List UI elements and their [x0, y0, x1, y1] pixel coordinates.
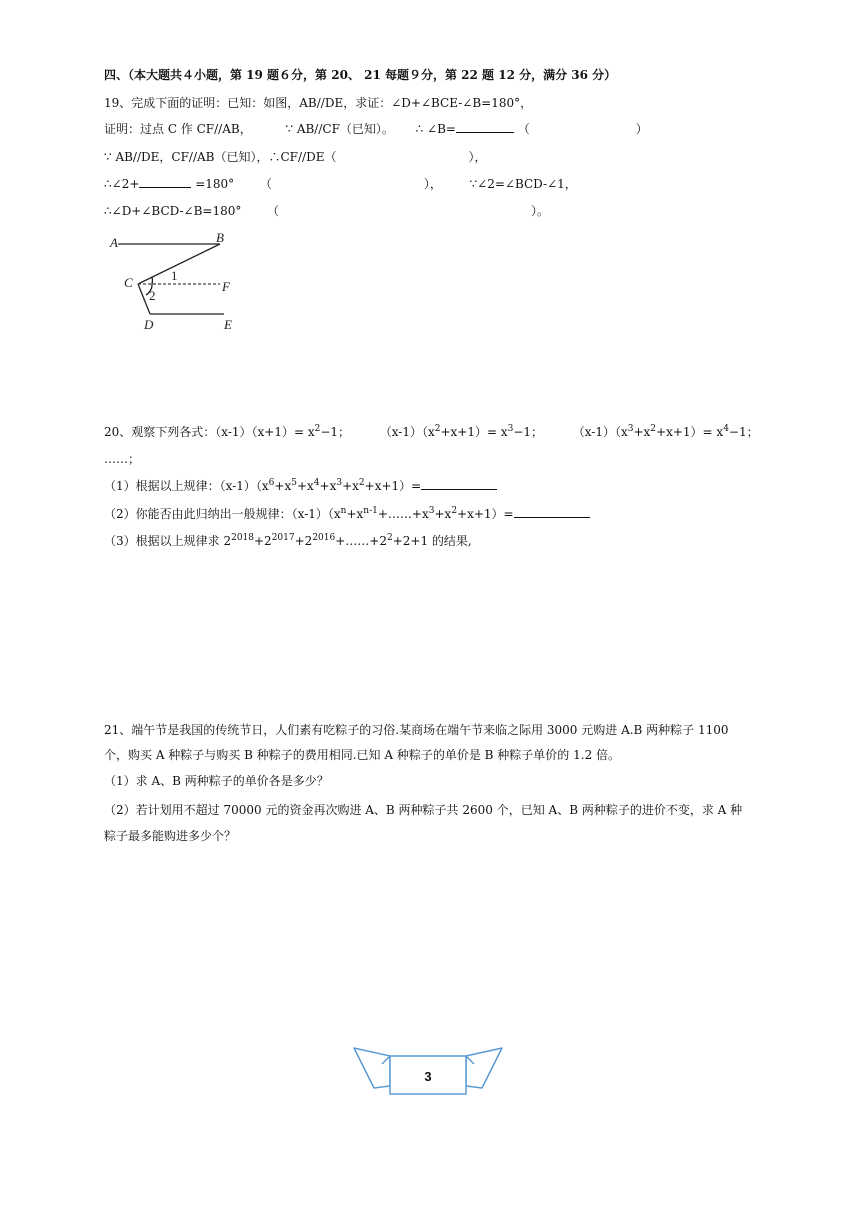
q20-p1a: （1）根据以上规律：（x-1）（x: [104, 479, 269, 493]
q19-line-1: [104, 121, 648, 137]
q20-part-2: [104, 506, 590, 522]
q20-e3-exp1: 3: [627, 424, 634, 434]
ribbon-right-tail: [466, 1048, 502, 1088]
q20-e3d: −1；: [728, 425, 759, 439]
q19-line-2: [104, 149, 486, 165]
q21-part-2-line-1: （2）若计划用不超过 70000 元的资金再次购进 A、B 两种粽子共 2600 个，已知 A、B 两种粽子的进价不变，求 A 种: [104, 803, 743, 817]
label-c: C: [124, 275, 133, 290]
q21-line-1: 21、端午节是我国的传统节日，人们素有吃粽子的习俗.某商场在端午节来临之际用 3000 元购进 A.B 两种粽子 1100: [104, 723, 729, 737]
ribbon-left-tail: [354, 1048, 390, 1088]
q20-e1a: （x-1）（x+1）= x: [215, 425, 315, 439]
q20-part-1-answer-blank[interactable]: [421, 478, 497, 490]
q20-e3a: （x-1）（x: [572, 425, 628, 439]
q19-line-4: [104, 203, 549, 219]
q19-l3d: ），: [423, 177, 442, 191]
q20-e2a: （x-1）（x: [379, 425, 435, 439]
q20-e2b: +x+1）= x: [440, 425, 508, 439]
q21-part-1: （1）求 A、B 两种粽子的单价各是多少？: [104, 774, 329, 788]
q20-p1-t1: +x: [274, 479, 292, 493]
q20-e2-exp2: 3: [507, 424, 514, 434]
q19-l1a: 证明：过点 C 作 CF//AB，: [104, 122, 252, 136]
q20-p1-exp6: 6: [268, 478, 275, 488]
q19-l2b: ），: [468, 150, 487, 164]
label-d: D: [144, 317, 154, 332]
q19-geometry-figure: [104, 228, 254, 336]
q19-l4a: ∴∠D+∠BCD-∠B=180°: [104, 204, 242, 218]
q20-p2-exp3: 3: [428, 506, 435, 516]
q20-part-3: [104, 533, 472, 549]
q20-e2c: −1；: [513, 425, 544, 439]
q21-part-2-line-2: 粽子最多能购进多少个？: [104, 829, 237, 843]
q20-e3-exp3: 4: [723, 424, 729, 434]
q20-p3-t1: +2: [254, 534, 272, 548]
q20-e1-exp: 2: [314, 424, 321, 434]
page-number-ribbon: [352, 1044, 504, 1098]
label-a: A: [110, 235, 118, 250]
q19-l1c: ∴ ∠B=: [415, 122, 456, 136]
section-heading: 四、（本大题共４小题，第 19 题６分，第 20、 21 每题９分，第 22 题 12 分，满分 36 分）: [104, 68, 617, 82]
q20-p1-exp2: 2: [358, 478, 365, 488]
q20-line-1: [104, 424, 759, 440]
q20-p2-t1: +x: [346, 507, 364, 521]
q19-l1e: ）: [635, 122, 648, 136]
q20-e2-exp1: 2: [434, 424, 441, 434]
q19-l2a: ∵ AB//DE，CF//AB（已知），∴CF//DE（: [104, 150, 337, 164]
q19-l4c: ）。: [531, 204, 550, 218]
q20-p2-t2: +……+x: [377, 507, 429, 521]
q19-blank-2[interactable]: [139, 176, 191, 188]
q19-l1d: （: [517, 122, 530, 136]
q19-l3a: ∴∠2+: [104, 177, 140, 191]
q20-p2a: （2）你能否由此归纳出一般规律：（x-1）（x: [104, 507, 341, 521]
q20-p1-exp3: 3: [336, 478, 343, 488]
q19-l4b: （: [267, 204, 280, 218]
q19-blank-1[interactable]: [456, 121, 514, 133]
q20-p3-exp2: 2017: [271, 533, 295, 543]
q20-p3a: （3）根据以上规律求 2: [104, 534, 232, 548]
q19-l3e: ∵∠2=∠BCD-∠1，: [469, 177, 577, 191]
q19-l1b: ∵ AB//CF（已知）。: [285, 122, 394, 136]
q19-line-3: [104, 176, 577, 192]
line-bc: [138, 244, 220, 284]
q20-part-2-answer-blank[interactable]: [514, 506, 590, 518]
angle-label-2: 2: [149, 288, 156, 303]
q21-line-2: 个，购买 A 种粽子与购买 B 种粽子的费用相同.已知 A 种粽子的单价是 B 种粽子单价的 1.2 倍。: [104, 748, 621, 762]
q20-p3-exp4: 2: [386, 533, 393, 543]
page-number: 3: [424, 1069, 432, 1084]
q19-stem: 19、完成下面的证明：已知：如图，AB//DE，求证：∠D+∠BCE-∠B=180°，: [104, 96, 533, 110]
q20-p3-t2: +2: [294, 534, 313, 548]
q20-p2-exp-n1: n-1: [363, 506, 378, 516]
q20-p1-t2: +x: [296, 479, 314, 493]
angle-label-1: 1: [171, 268, 178, 283]
q20-part-1: [104, 478, 497, 494]
q20-p1-exp4: 4: [313, 478, 320, 488]
q20-p3-t3: +……+2: [335, 534, 387, 548]
q20-e1b: −1；: [320, 425, 351, 439]
q19-l3b: =180°: [191, 177, 235, 191]
q20-p1-t5: +x+1）=: [364, 479, 422, 493]
q20-p2-t4: +x+1）=: [457, 507, 514, 521]
q20-p3-t4: +2+1 的结果,: [392, 534, 472, 548]
q20-p3-exp3: 2016: [312, 533, 336, 543]
q20-p3-exp1: 2018: [231, 533, 254, 543]
q20-e3b: +x: [633, 425, 651, 439]
q20-p1-t3: +x: [319, 479, 337, 493]
label-b: B: [216, 230, 224, 245]
q20-p1-t4: +x: [342, 479, 359, 493]
q20-ellipsis: ……；: [104, 452, 141, 466]
q20-stem: 20、观察下列各式：: [104, 425, 216, 439]
q20-e3c: +x+1）= x: [656, 425, 724, 439]
q20-p2-t3: +x: [434, 507, 452, 521]
label-e: E: [224, 317, 232, 332]
label-f: F: [222, 279, 230, 294]
q20-p1-exp5: 5: [291, 478, 297, 488]
q20-p2-exp2: 2: [451, 506, 458, 516]
q20-e3-exp2: 2: [650, 424, 657, 434]
q20-p2-exp-n: n: [340, 506, 347, 516]
q19-l3c: （: [259, 177, 272, 191]
